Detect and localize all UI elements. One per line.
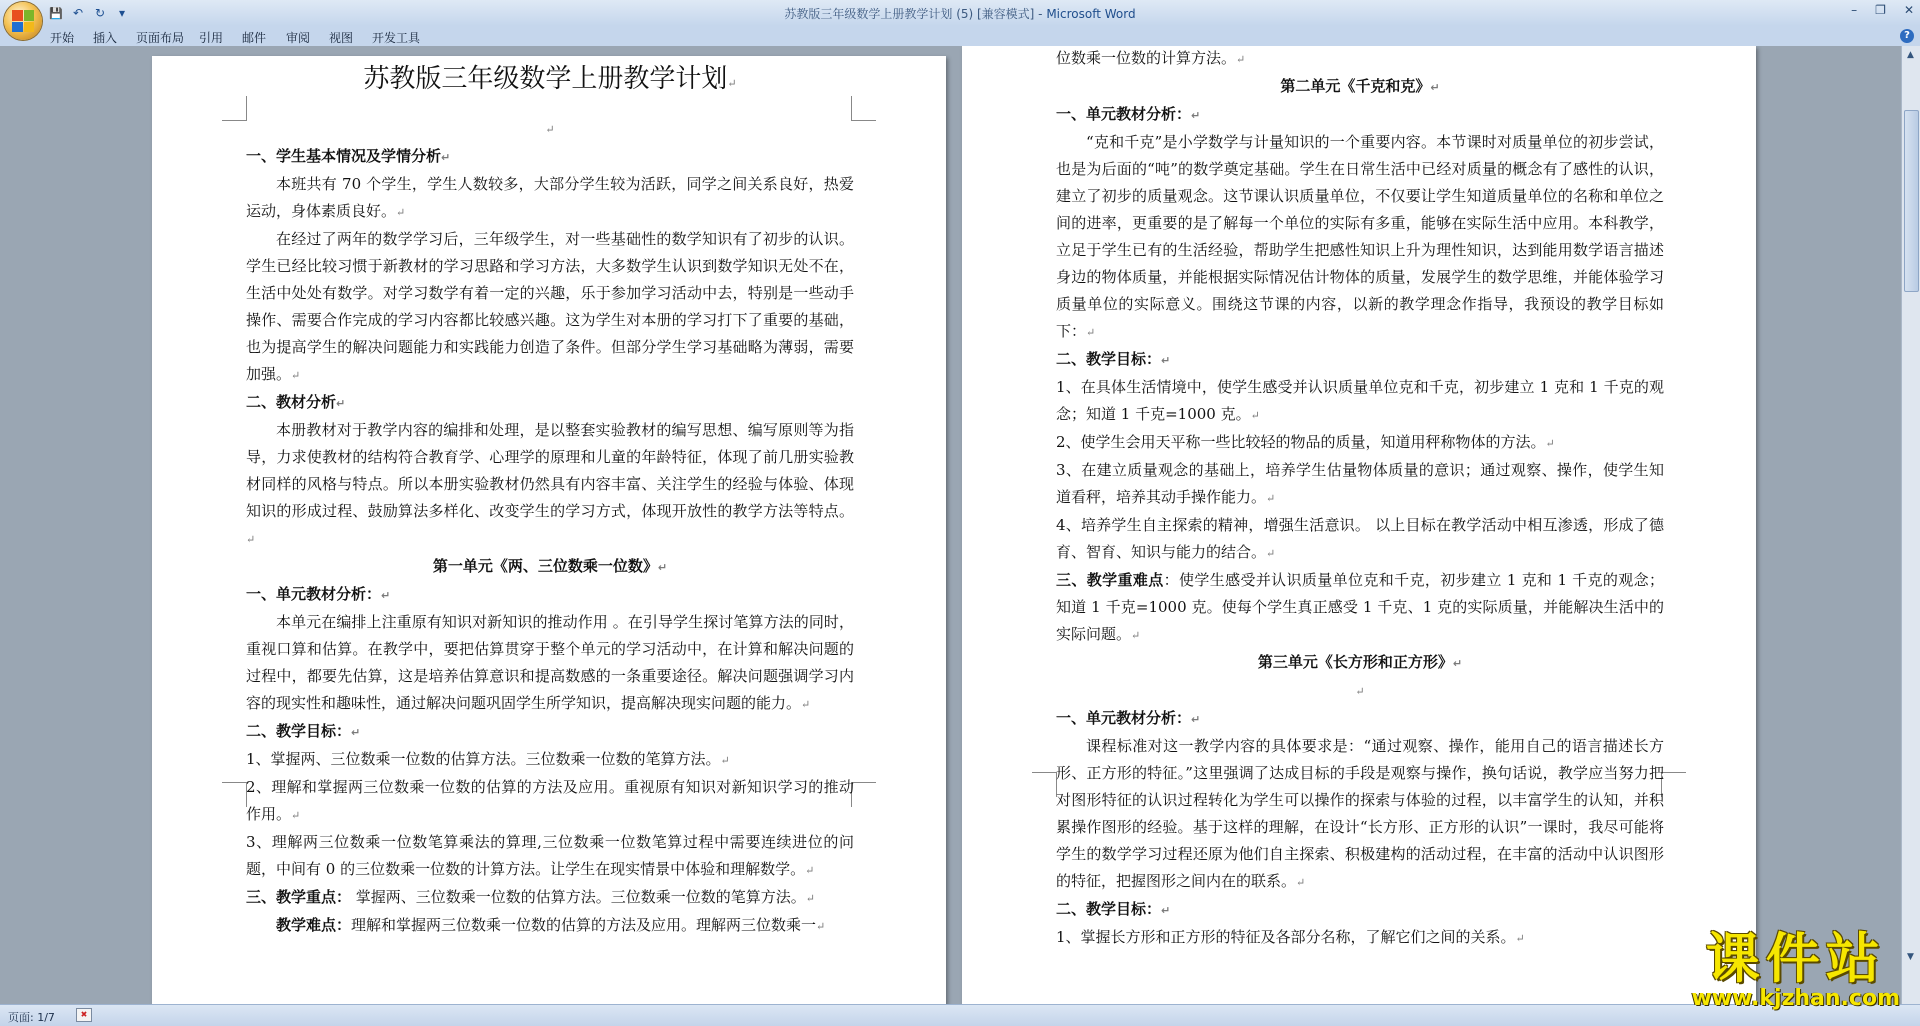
page-corner-mark bbox=[851, 96, 876, 121]
paragraph-mark: ↵ bbox=[336, 397, 346, 410]
paragraph bbox=[1056, 567, 1664, 649]
page-corner-mark bbox=[1661, 772, 1686, 797]
paragraph bbox=[246, 609, 854, 718]
minimize-button[interactable]: – bbox=[1851, 3, 1858, 17]
paragraph-text: 第三单元《长方形和正方形》 bbox=[1257, 653, 1453, 671]
ribbon-tabs bbox=[0, 26, 1920, 47]
document-title: 苏教版三年级数学上册教学计划 (5) [兼容模式] - bbox=[784, 7, 1047, 21]
paragraph-mark: ↵ bbox=[1191, 109, 1201, 122]
page-corner-mark bbox=[222, 96, 247, 121]
section-heading bbox=[246, 718, 854, 746]
paragraph-mark: ↵ bbox=[1191, 713, 1201, 726]
bold-label: 三、教学重难点 bbox=[1056, 571, 1164, 589]
status-bar bbox=[0, 1004, 1920, 1026]
paragraph-text: 一、单元教材分析： bbox=[246, 585, 382, 603]
paragraph-mark: ↵ bbox=[801, 698, 811, 711]
tab-page-layout[interactable]: 页面布局 bbox=[136, 31, 185, 45]
paragraph-text: 二、教学目标： bbox=[1056, 350, 1162, 368]
paragraph-text: 3、在建立质量观念的基础上，培养学生估量物体质量的意识；通过观察、操作，使学生知道看秤，培养其动手操作能力。 bbox=[1056, 461, 1664, 506]
unit-heading bbox=[1056, 649, 1664, 677]
section-heading bbox=[246, 389, 854, 417]
empty-paragraph bbox=[246, 115, 854, 143]
bold-label: 三、教学重点： bbox=[246, 888, 352, 906]
paragraph bbox=[1056, 129, 1664, 346]
paragraph-text: 4、培养学生自主探索的精神，增强生活意识。 以上目标在教学活动中相互渗透，形成了德育、智育、知识与能力的结合。 bbox=[1056, 516, 1664, 561]
help-icon[interactable]: ? bbox=[1900, 29, 1914, 43]
paragraph-text: 3、理解两三位数乘一位数笔算乘法的算理,三位数乘一位数笔算过程中需要连续进位的问题，中间有 0 的三位数乘一位数的计算方法。让学生在现实情景中体验和理解数学。 bbox=[246, 833, 854, 878]
section-heading bbox=[1056, 101, 1664, 129]
paragraph-text: 二、教学目标： bbox=[1056, 900, 1162, 918]
office-button[interactable] bbox=[4, 2, 42, 40]
section-heading bbox=[1056, 346, 1664, 374]
document-workspace[interactable] bbox=[0, 46, 1902, 1004]
customize-qat-icon[interactable]: ▾ bbox=[118, 6, 126, 20]
document-title-heading bbox=[246, 62, 854, 101]
document-page-2[interactable] bbox=[962, 46, 1756, 1004]
paragraph-mark: ↵ bbox=[1131, 629, 1141, 642]
tab-mailings[interactable]: 邮件 bbox=[242, 31, 267, 45]
paragraph-mark: ↵ bbox=[1250, 409, 1260, 422]
paragraph-text: 本册教材对于教学内容的编排和处理，是以整套实验教材的编写思想、编写原则等为指导，力求使教材的结构符合教育学、心理学的原理和儿童的年龄特征，体现了前几册实验教材同样的风格与特点。所以本册实验教材仍然具有内容丰富、关注学生的经验与体验、体现知识的形成过程、鼓励算法多样化、改变学生的学习方式，体现开放性的教学方法等特点。 bbox=[246, 421, 854, 520]
paragraph bbox=[1056, 733, 1664, 896]
paragraph bbox=[246, 884, 854, 912]
paragraph-mark: ↵ bbox=[1236, 53, 1246, 66]
paragraph-text: 位数乘一位数的计算方法。 bbox=[1056, 49, 1237, 67]
paragraph-mark: ↵ bbox=[816, 920, 826, 933]
paragraph bbox=[1056, 429, 1664, 457]
paragraph-mark: ↵ bbox=[351, 726, 361, 739]
watermark-logo-text: 课件站 bbox=[1705, 927, 1886, 990]
paragraph-mark: ↵ bbox=[1266, 547, 1276, 560]
paragraph-mark: ↵ bbox=[381, 589, 391, 602]
paragraph bbox=[1056, 924, 1664, 952]
paragraph bbox=[1056, 457, 1664, 512]
redo-icon[interactable]: ↻ bbox=[94, 6, 106, 20]
paragraph-text: 本单元在编排上注重原有知识对新知识的推动作用 。在引导学生探讨笔算方法的同时，重视口算和估算。在教学中，要把估算贯穿于整个单元的学习活动中，在计算和解决问题的过程中，都要先估算，这是培养估算意识和提高数感的一条重要途径。解决问题强调学习内容的现实性和趣味性，通过解决问题巩固学生所学知识，提高解决现实问题的能力。 bbox=[246, 613, 854, 712]
paragraph-text: 第一单元《两、三位数乘一位数》 bbox=[432, 557, 658, 575]
paragraph bbox=[246, 829, 854, 884]
paragraph-mark: ↵ bbox=[1266, 492, 1276, 505]
proofing-error-icon[interactable]: ✖ bbox=[76, 1008, 92, 1022]
section-heading bbox=[246, 581, 854, 609]
paragraph-mark: ↵ bbox=[805, 864, 815, 877]
office-logo-icon bbox=[12, 10, 34, 32]
paragraph bbox=[246, 746, 854, 774]
paragraph-text: 掌握两、三位数乘一位数的估算方法。三位数乘一位数的笔算方法。 bbox=[351, 888, 806, 906]
page-corner-mark bbox=[851, 782, 876, 807]
window-controls bbox=[1851, 3, 1914, 17]
vertical-scrollbar[interactable] bbox=[1901, 46, 1920, 1004]
paragraph bbox=[246, 912, 854, 940]
paragraph-mark: ↵ bbox=[1430, 81, 1440, 94]
paragraph-mark: ↵ bbox=[1452, 657, 1463, 670]
scroll-up-icon[interactable]: ▲ bbox=[1907, 50, 1914, 60]
paragraph-mark: ↵ bbox=[1161, 354, 1171, 367]
paragraph bbox=[246, 774, 854, 829]
page-2-paragraphs bbox=[1056, 46, 1664, 952]
unit-heading bbox=[1056, 73, 1664, 101]
section-heading bbox=[1056, 896, 1664, 924]
paragraph-text: 1、掌握两、三位数乘一位数的估算方法。三位数乘一位数的笔算方法。 bbox=[246, 750, 721, 768]
undo-icon[interactable]: ↶ bbox=[72, 6, 84, 20]
page-corner-mark bbox=[222, 782, 247, 807]
paragraph-mark: ↵ bbox=[1545, 437, 1555, 450]
tab-view[interactable]: 视图 bbox=[329, 31, 354, 45]
section-heading bbox=[246, 143, 854, 171]
empty-paragraph bbox=[1056, 677, 1664, 705]
paragraph-mark: ↵ bbox=[1355, 685, 1365, 698]
paragraph-mark: ↵ bbox=[291, 369, 301, 382]
title-text: 苏教版三年级数学上册教学计划 bbox=[363, 64, 728, 94]
paragraph-text: 第二单元《千克和克》 bbox=[1280, 77, 1431, 95]
tab-review[interactable]: 审阅 bbox=[286, 31, 311, 45]
window-title bbox=[0, 5, 1920, 22]
save-icon[interactable]: 💾 bbox=[49, 6, 63, 20]
paragraph bbox=[246, 417, 854, 553]
tab-references[interactable]: 引用 bbox=[199, 31, 224, 45]
page-1-body bbox=[246, 56, 854, 940]
scrollbar-thumb[interactable] bbox=[1904, 110, 1919, 292]
paragraph-text: ：使学生感受并认识质量单位克和千克，初步建立 1 克和 1 千克的观念；知道 1 千克=1000 克。使每个学生真正感受 1 千克、1 克的实际质量，并能解决生活中的实际问题。 bbox=[1056, 571, 1664, 643]
paragraph-text: “克和千克”是小学数学与计量知识的一个重要内容。本节课时对质量单位的初步尝试，也是为后面的“吨”的数学奠定基础。学生在日常生活中已经对质量的概念有了感性的认识，建立了初步的质量观念。这节课认识质量单位，不仅要让学生知道质量单位的名称和单位之间的进率，更重要的是了解每一个单位的实际有多重，能够在实际生活中应用。本科教学，立足于学生已有的生活经验，帮助学生把感性知识上升为理性知识，达到能用数学语言描述身边的物体质量，并能根据实际情况估计物体的质量，发展学生的数学思维，并能体验学习质量单位的实际意义。围绕这节课的内容，以新的教学理念作指导，我预设的教学目标如下： bbox=[1056, 133, 1664, 340]
paragraph-text: 在经过了两年的数学学习后，三年级学生，对一些基础性的数学知识有了初步的认识。学生已经比较习惯于新教材的学习思路和学习方法，大多数学生认识到数学知识无处不在，生活中处处有数学。对学习数学有着一定的兴趣，乐于参加学习活动中去，特别是一些动手操作、需要合作完成的学习内容都比较感兴趣。这为学生对本册的学习打下了重要的基础，也为提高学生的解决问题能力和实践能力创造了条件。但部分学生学习基础略为薄弱，需要加强。 bbox=[246, 230, 854, 383]
paragraph-text: 2、理解和掌握两三位数乘一位数的估算的方法及应用。重视原有知识对新知识学习的推动作用。 bbox=[246, 778, 854, 823]
scroll-down-icon[interactable]: ▼ bbox=[1907, 952, 1914, 962]
paragraph-mark: ↵ bbox=[805, 892, 816, 905]
tab-home[interactable]: 开始 bbox=[50, 31, 75, 45]
page-count[interactable]: 页面: 1/7 bbox=[8, 1011, 55, 1024]
paragraph-mark: ↵ bbox=[1515, 932, 1525, 945]
paragraph-mark: ↵ bbox=[545, 123, 555, 136]
paragraph-mark: ↵ bbox=[1161, 904, 1171, 917]
paragraph bbox=[246, 226, 854, 389]
paragraph-mark: ↵ bbox=[291, 809, 301, 822]
paragraph-mark: ↵ bbox=[1296, 876, 1306, 889]
section-heading bbox=[1056, 705, 1664, 733]
app-name: Microsoft Word bbox=[1046, 7, 1136, 21]
title-bar bbox=[0, 0, 1920, 26]
paragraph-mark: ↵ bbox=[720, 754, 730, 767]
page-1-paragraphs bbox=[246, 143, 854, 940]
restore-button[interactable]: ❐ bbox=[1875, 3, 1886, 17]
watermark-url: www.kjzhan.com bbox=[1691, 986, 1900, 1011]
paragraph-text: 二、教材分析 bbox=[246, 393, 337, 411]
paragraph-mark: ↵ bbox=[727, 77, 737, 90]
paragraph-text: 课程标准对这一教学内容的具体要求是：“通过观察、操作，能用自己的语言描述长方形、正方形的特征。”这里强调了达成目标的手段是观察与操作，换句话说，教学应当努力把对图形特征的认识过程转化为学生可以操作的探索与体验的过程，以丰富学生的认知，并积累操作图形的经验。基于这样的理解，在设计“长方形、正方形的认识”一课时，我尽可能将学生的数学学习过程还原为他们自主探索、积极建构的活动过程，在丰富的活动中认识图形的特征，把握图形之间内在的联系。 bbox=[1056, 737, 1664, 890]
unit-heading bbox=[246, 553, 854, 581]
paragraph bbox=[1056, 512, 1664, 567]
paragraph-text: 二、教学目标： bbox=[246, 722, 352, 740]
close-button[interactable]: ✕ bbox=[1903, 3, 1914, 17]
paragraph-text: 1、掌握长方形和正方形的特征及各部分名称，了解它们之间的关系。 bbox=[1056, 928, 1516, 946]
paragraph-text: 一、单元教材分析： bbox=[1056, 105, 1192, 123]
paragraph-text: 2、使学生会用天平称一些比较轻的物品的质量，知道用秤称物体的方法。 bbox=[1056, 433, 1546, 451]
bold-label: 教学难点： bbox=[276, 916, 352, 934]
paragraph bbox=[246, 171, 854, 226]
page-2-body bbox=[1056, 46, 1664, 952]
paragraph-mark: ↵ bbox=[246, 533, 256, 546]
paragraph-text: 本班共有 70 个学生，学生人数较多，大部分学生较为活跃，同学之间关系良好，热爱运动，身体素质良好。 bbox=[246, 175, 854, 220]
paragraph-text: 一、单元教材分析： bbox=[1056, 709, 1192, 727]
tab-developer[interactable]: 开发工具 bbox=[372, 31, 421, 45]
tab-insert[interactable]: 插入 bbox=[93, 31, 118, 45]
paragraph bbox=[1056, 374, 1664, 429]
paragraph-mark: ↵ bbox=[1086, 326, 1096, 339]
paragraph-mark: ↵ bbox=[396, 206, 406, 219]
page-corner-mark bbox=[1032, 772, 1057, 797]
paragraph-mark: ↵ bbox=[441, 151, 451, 164]
paragraph bbox=[1056, 46, 1664, 73]
paragraph-mark: ↵ bbox=[657, 561, 668, 574]
site-watermark bbox=[1691, 927, 1900, 1011]
document-page-1[interactable] bbox=[152, 56, 946, 1004]
paragraph-text: 一、学生基本情况及学情分析 bbox=[246, 147, 442, 165]
paragraph-text: 理解和掌握两三位数乘一位数的估算的方法及应用。理解两三位数乘一 bbox=[351, 916, 817, 934]
paragraph-text: 1、在具体生活情境中，使学生感受并认识质量单位克和千克，初步建立 1 克和 1 千克的观念；知道 1 千克=1000 克。 bbox=[1056, 378, 1664, 423]
